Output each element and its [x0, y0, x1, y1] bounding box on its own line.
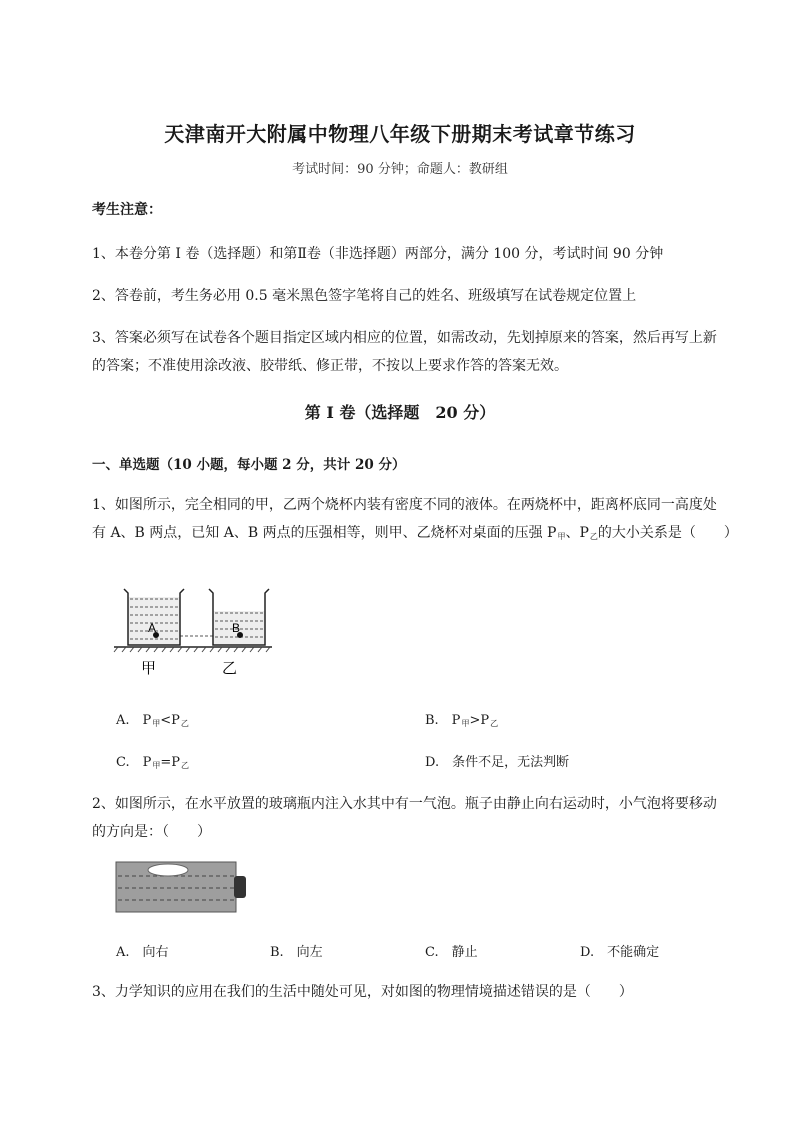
notice-item-1: 1、本卷分第 I 卷（选择题）和第Ⅱ卷（非选择题）两部分，满分 100 分，考试时间 90 分钟 — [92, 246, 664, 262]
air-bubble — [148, 864, 188, 876]
q2-text-line1: 2、如图所示，在水平放置的玻璃瓶内注入水其中有一气泡。瓶子由静止向右运动时，小气泡将要移动 — [92, 796, 717, 812]
notice-item-2: 2、答卷前，考生务必用 0.5 毫米黑色签字笔将自己的姓名、班级填写在试卷规定位置上 — [92, 288, 637, 304]
q1-option-d[interactable]: D. 条件不足，无法判断 — [425, 755, 570, 770]
label-yi: 乙 — [222, 659, 238, 677]
q2-option-d[interactable]: D. 不能确定 — [580, 945, 660, 960]
section-title: 第 I 卷（选择题 20 分） — [304, 403, 496, 422]
notice-heading: 考生注意： — [92, 202, 162, 218]
q1-text-line1: 1、如图所示，完全相同的甲，乙两个烧杯内装有密度不同的液体。在两烧杯中，距离杯底同一高度处 — [92, 497, 717, 513]
notice-item-3-cont: 的答案；不准使用涂改液、胶带纸、修正带，不按以上要求作答的答案无效。 — [92, 358, 568, 374]
beakers-figure — [110, 585, 280, 680]
q2-option-b[interactable]: B. 向左 — [270, 945, 323, 960]
exam-info: 考试时间：90 分钟；命题人：教研组 — [292, 162, 508, 177]
bottle-cap — [234, 876, 246, 898]
q1-option-a[interactable]: A. $P_甲<P_乙$ — [116, 713, 189, 728]
part-heading: 一、单选题（10 小题，每小题 2 分，共计 20 分） — [92, 457, 406, 473]
q2-option-a[interactable]: A. 向右 — [116, 945, 169, 960]
bottle-figure — [112, 858, 252, 918]
q3-text-line1: 3、力学知识的应用在我们的生活中随处可见，对如图的物理情境描述错误的是（ ） — [92, 984, 633, 1000]
notice-item-3: 3、答案必须写在试卷各个题目指定区域内相应的位置，如需改动，先划掉原来的答案，然后再写上新 — [92, 330, 717, 346]
q1-option-b[interactable]: B. $P_甲>P_乙$ — [425, 713, 499, 728]
q1-text-line2: 有 A、B 两点，已知 A、B 两点的压强相等，则甲、乙烧杯对桌面的压强 $P_甲$、$P_乙$的大小关系是（ ） — [92, 525, 738, 541]
q2-option-c[interactable]: C. 静止 — [425, 945, 478, 960]
label-jia: 甲 — [141, 659, 157, 677]
q2-text-line2: 的方向是：（ ） — [92, 824, 211, 840]
q1-option-c[interactable]: C. $P_甲=P_乙$ — [116, 755, 190, 770]
page-title: 天津南开大附属中物理八年级下册期末考试章节练习 — [164, 122, 636, 146]
label-b: B — [232, 621, 241, 635]
label-a: A — [148, 621, 157, 635]
